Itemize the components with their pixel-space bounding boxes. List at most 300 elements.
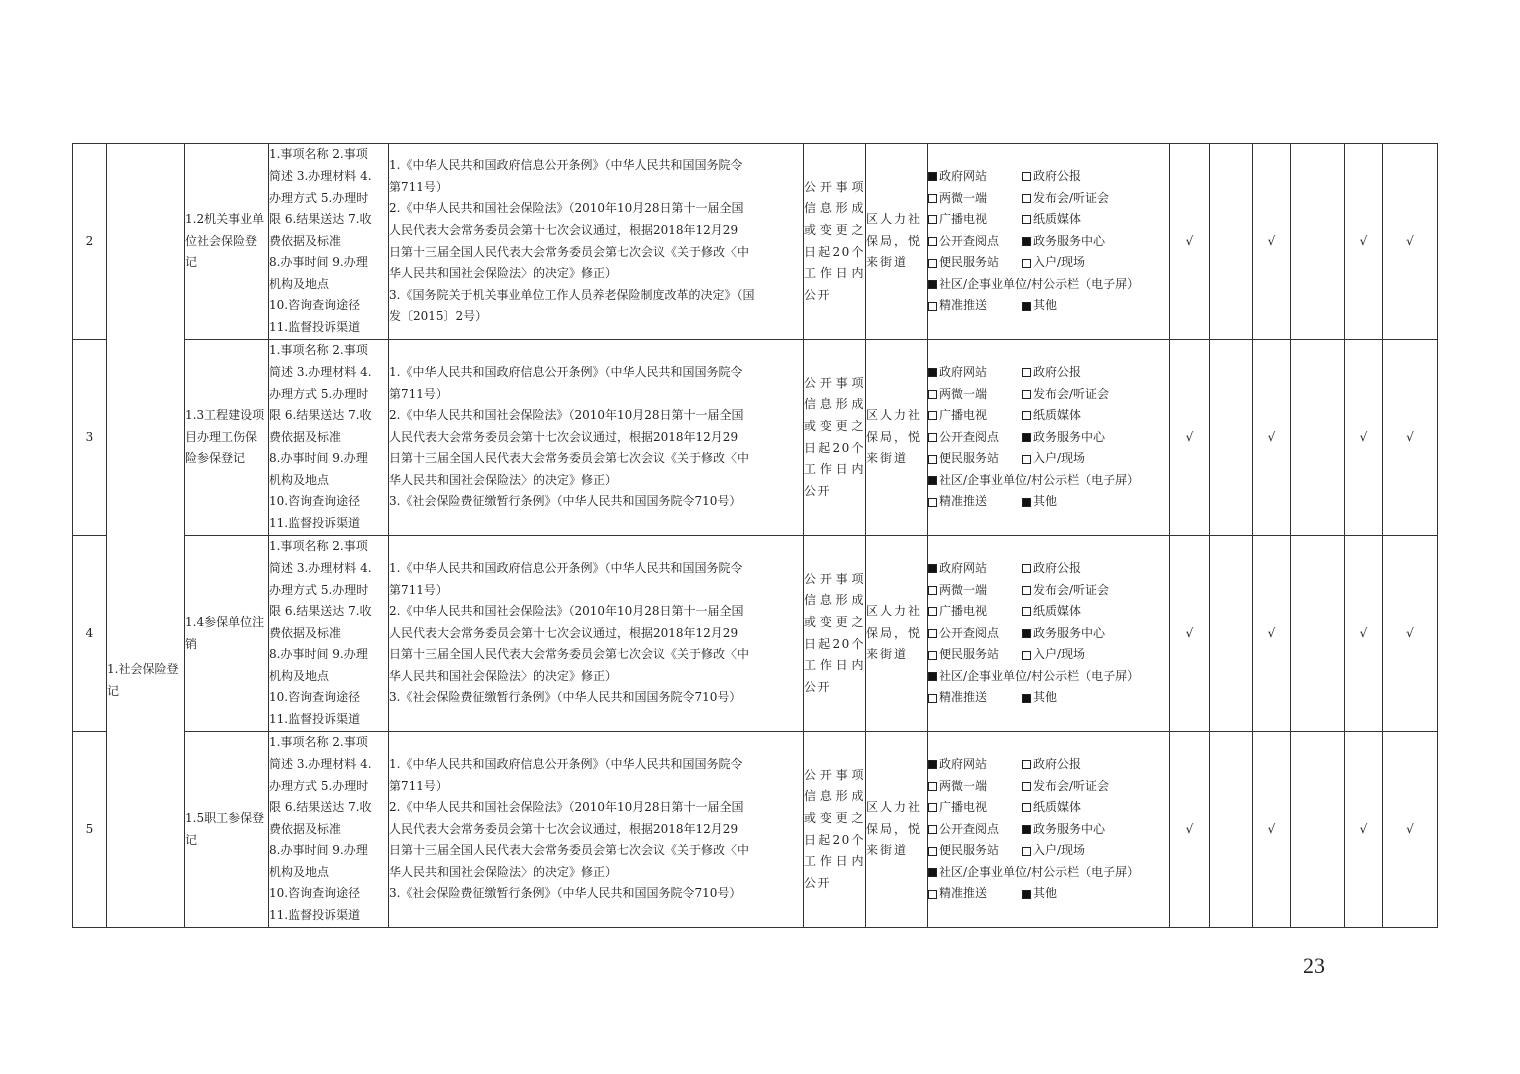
channel-option	[928, 797, 1022, 819]
channel-option	[928, 687, 1022, 709]
channel-option	[928, 819, 1022, 841]
channel-row	[928, 405, 1169, 427]
channel-row	[928, 797, 1169, 819]
channel-label: 两微一端	[939, 582, 988, 597]
channel-label: 政务服务中心	[1033, 821, 1106, 836]
basis-line: 2.《中华人民共和国社会保险法》（2010年10月28日第十一届全国	[389, 604, 744, 619]
basis-line: 人民代表大会常务委员会第十七次会议通过，根据2018年12月29	[389, 625, 739, 640]
unchecked-box-icon	[1022, 651, 1031, 660]
content-line: 8.办事时间 9.办理	[269, 255, 368, 270]
channel-option	[1022, 776, 1109, 798]
channel-option	[928, 623, 1022, 645]
channel-row	[928, 862, 1169, 884]
channel-option	[1022, 754, 1081, 776]
unchecked-box-icon	[928, 607, 937, 616]
channel-row	[928, 687, 1169, 709]
channel-row	[928, 448, 1169, 470]
channel-option	[1022, 166, 1081, 188]
disclosure-channels	[928, 340, 1170, 536]
disclosure-content-cell	[269, 340, 389, 536]
checked-box-icon	[928, 476, 937, 485]
channel-row	[928, 295, 1169, 317]
content-line: 机构及地点	[269, 864, 330, 879]
unchecked-box-icon	[928, 694, 937, 703]
channel-row	[928, 470, 1169, 492]
channel-label: 两微一端	[939, 778, 988, 793]
content-line: 限 6.结果送达 7.收	[269, 800, 372, 815]
check-mark	[1291, 340, 1345, 536]
content-line: 简述 3.办理材料 4.	[269, 560, 372, 575]
unchecked-box-icon	[928, 259, 937, 268]
channel-label: 政府公报	[1033, 364, 1082, 379]
channel-option	[928, 644, 1022, 666]
basis-line: 第711号）	[389, 582, 448, 597]
legal-basis-cell	[389, 340, 804, 536]
content-line: 1.事项名称 2.事项	[269, 539, 368, 554]
channel-row	[928, 558, 1169, 580]
channel-option	[1022, 295, 1057, 317]
channel-label: 发布会/听证会	[1033, 386, 1110, 401]
basis-line: 日第十三届全国人民代表大会常务委员会第七次会议《关于修改〈中	[389, 244, 750, 259]
content-line: 1.事项名称 2.事项	[269, 735, 368, 750]
content-line: 11.监督投诉渠道	[269, 908, 361, 923]
content-line: 简述 3.办理材料 4.	[269, 756, 372, 771]
channel-label: 纸质媒体	[1033, 408, 1082, 423]
table-row	[73, 732, 1438, 928]
checked-box-icon	[928, 280, 937, 289]
unchecked-box-icon	[1022, 607, 1031, 616]
content-line: 机构及地点	[269, 276, 330, 291]
unchecked-box-icon	[928, 455, 937, 464]
channel-label: 入户/现场	[1033, 647, 1086, 662]
channel-option	[1022, 491, 1057, 513]
check-mark: √	[1170, 732, 1210, 928]
channel-row	[928, 427, 1169, 449]
row-number: 2	[73, 144, 107, 340]
content-line: 费依据及标准	[269, 625, 342, 640]
content-line: 办理方式 5.办理时	[269, 190, 369, 205]
content-line: 费依据及标准	[269, 429, 342, 444]
channel-label: 公开查阅点	[939, 429, 1000, 444]
check-mark: √	[1170, 144, 1210, 340]
checked-box-icon	[928, 172, 937, 181]
basis-line: 人民代表大会常务委员会第十七次会议通过，根据2018年12月29	[389, 821, 739, 836]
content-line: 8.办事时间 9.办理	[269, 843, 368, 858]
table-row	[73, 144, 1438, 340]
channel-option	[1022, 188, 1109, 210]
unchecked-box-icon	[928, 782, 937, 791]
unchecked-box-icon	[928, 194, 937, 203]
content-line: 11.监督投诉渠道	[269, 712, 361, 727]
content-line: 费依据及标准	[269, 233, 342, 248]
channel-row	[928, 644, 1169, 666]
unchecked-box-icon	[1022, 803, 1031, 812]
channel-label: 政府公报	[1033, 756, 1082, 771]
channel-option	[928, 188, 1022, 210]
channel-label: 便民服务站	[939, 647, 1000, 662]
channel-row	[928, 188, 1169, 210]
row-number: 3	[73, 340, 107, 536]
channel-option	[1022, 405, 1081, 427]
channel-label: 便民服务站	[939, 843, 1000, 858]
channel-option	[928, 840, 1022, 862]
channel-option	[928, 274, 1139, 296]
legal-basis-cell	[389, 536, 804, 732]
content-line: 限 6.结果送达 7.收	[269, 408, 372, 423]
channel-row	[928, 384, 1169, 406]
channel-label: 纸质媒体	[1033, 212, 1082, 227]
channel-option	[1022, 883, 1057, 905]
channel-label: 广播电视	[939, 604, 988, 619]
unchecked-box-icon	[1022, 411, 1031, 420]
legal-basis-cell	[389, 144, 804, 340]
content-line: 1.事项名称 2.事项	[269, 147, 368, 162]
unchecked-box-icon	[928, 390, 937, 399]
channel-option	[1022, 252, 1085, 274]
channel-option	[928, 231, 1022, 253]
unchecked-box-icon	[1022, 455, 1031, 464]
unchecked-box-icon	[1022, 390, 1031, 399]
channel-row	[928, 819, 1169, 841]
channel-row	[928, 231, 1169, 253]
disclosure-subject: 区人力社保局，悦来街道	[866, 536, 928, 732]
check-mark: √	[1383, 536, 1438, 732]
channel-label: 精准推送	[939, 494, 988, 509]
content-line: 办理方式 5.办理时	[269, 582, 369, 597]
check-mark: √	[1253, 536, 1291, 732]
channel-option	[928, 252, 1022, 274]
channel-label: 广播电视	[939, 408, 988, 423]
unchecked-box-icon	[1022, 215, 1031, 224]
basis-line: 3.《国务院关于机关事业单位工作人员养老保险制度改革的决定》（国	[389, 287, 755, 302]
check-mark: √	[1253, 732, 1291, 928]
unchecked-box-icon	[928, 411, 937, 420]
channel-label: 政务服务中心	[1033, 429, 1106, 444]
basis-line: 华人民共和国社会保险法〉的决定》修正）	[389, 472, 618, 487]
unchecked-box-icon	[1022, 172, 1031, 181]
content-line: 11.监督投诉渠道	[269, 516, 361, 531]
channel-row	[928, 252, 1169, 274]
content-line: 10.咨询查询途径	[269, 690, 361, 705]
row-number: 5	[73, 732, 107, 928]
channel-label: 两微一端	[939, 190, 988, 205]
channel-label: 政务服务中心	[1033, 233, 1106, 248]
content-line: 10.咨询查询途径	[269, 494, 361, 509]
disclosure-time: 公开事项信息形成或变更之日起20个工作日内公开	[804, 340, 866, 536]
channel-row	[928, 580, 1169, 602]
row-number: 4	[73, 536, 107, 732]
channel-label: 政府公报	[1033, 560, 1082, 575]
channel-label: 纸质媒体	[1033, 604, 1082, 619]
channel-label: 精准推送	[939, 298, 988, 313]
channel-option	[928, 427, 1022, 449]
check-mark: √	[1383, 732, 1438, 928]
unchecked-box-icon	[1022, 760, 1031, 769]
channel-row	[928, 274, 1169, 296]
disclosure-channels	[928, 144, 1170, 340]
content-line: 10.咨询查询途径	[269, 886, 361, 901]
channel-option	[928, 558, 1022, 580]
channel-label: 入户/现场	[1033, 451, 1086, 466]
table-row	[73, 536, 1438, 732]
disclosure-time: 公开事项信息形成或变更之日起20个工作日内公开	[804, 732, 866, 928]
channel-label: 公开查阅点	[939, 821, 1000, 836]
disclosure-subject: 区人力社保局，悦来街道	[866, 144, 928, 340]
channel-option	[928, 883, 1022, 905]
unchecked-box-icon	[1022, 586, 1031, 595]
check-mark	[1291, 144, 1345, 340]
basis-line: 发〔2015〕2号）	[389, 309, 488, 324]
channel-label: 发布会/听证会	[1033, 190, 1110, 205]
check-mark: √	[1253, 340, 1291, 536]
checked-box-icon	[1022, 237, 1031, 246]
channel-label: 其他	[1033, 494, 1058, 509]
basis-line: 人民代表大会常务委员会第十七次会议通过，根据2018年12月29	[389, 429, 739, 444]
channel-label: 社区/企事业单位/村公示栏（电子屏）	[939, 668, 1140, 683]
check-mark: √	[1170, 340, 1210, 536]
channel-row	[928, 362, 1169, 384]
channel-label: 政府网站	[939, 168, 988, 183]
channel-label: 广播电视	[939, 800, 988, 815]
checked-box-icon	[928, 368, 937, 377]
channel-option	[1022, 362, 1081, 384]
channel-label: 社区/企事业单位/村公示栏（电子屏）	[939, 864, 1140, 879]
channel-label: 公开查阅点	[939, 625, 1000, 640]
basis-line: 2.《中华人民共和国社会保险法》（2010年10月28日第十一届全国	[389, 800, 744, 815]
unchecked-box-icon	[928, 498, 937, 507]
channel-option	[1022, 427, 1105, 449]
channel-row	[928, 754, 1169, 776]
channel-option	[1022, 644, 1085, 666]
item-name: 1.5职工参保登记	[185, 732, 269, 928]
channel-option	[928, 209, 1022, 231]
check-mark: √	[1383, 340, 1438, 536]
basis-line: 1.《中华人民共和国政府信息公开条例》（中华人民共和国国务院令	[389, 364, 743, 379]
category-label: 1.社会保险登记	[107, 661, 179, 698]
channel-label: 发布会/听证会	[1033, 582, 1110, 597]
channel-option	[928, 491, 1022, 513]
channel-label: 社区/企事业单位/村公示栏（电子屏）	[939, 472, 1140, 487]
channel-option	[928, 405, 1022, 427]
unchecked-box-icon	[1022, 259, 1031, 268]
check-mark: √	[1345, 340, 1383, 536]
unchecked-box-icon	[928, 847, 937, 856]
content-line: 办理方式 5.办理时	[269, 386, 369, 401]
channel-label: 便民服务站	[939, 255, 1000, 270]
basis-line: 人民代表大会常务委员会第十七次会议通过，根据2018年12月29	[389, 222, 739, 237]
channel-label: 政府网站	[939, 756, 988, 771]
basis-line: 华人民共和国社会保险法〉的决定》修正）	[389, 864, 618, 879]
category-cell	[107, 144, 185, 928]
channel-option	[1022, 231, 1105, 253]
channel-label: 政府网站	[939, 560, 988, 575]
channel-option	[1022, 384, 1109, 406]
content-line: 机构及地点	[269, 472, 330, 487]
channel-label: 便民服务站	[939, 451, 1000, 466]
check-mark: √	[1253, 144, 1291, 340]
channel-label: 其他	[1033, 298, 1058, 313]
channel-row	[928, 601, 1169, 623]
channel-option	[1022, 558, 1081, 580]
basis-line: 华人民共和国社会保险法〉的决定》修正）	[389, 266, 618, 281]
channel-option	[1022, 687, 1057, 709]
check-mark	[1210, 732, 1253, 928]
check-mark	[1291, 536, 1345, 732]
basis-line: 日第十三届全国人民代表大会常务委员会第七次会议《关于修改〈中	[389, 647, 750, 662]
channel-option	[1022, 209, 1081, 231]
disclosure-content-cell	[269, 144, 389, 340]
content-line: 机构及地点	[269, 668, 330, 683]
content-line: 简述 3.办理材料 4.	[269, 168, 372, 183]
channel-row	[928, 776, 1169, 798]
channel-option	[1022, 840, 1085, 862]
channel-row	[928, 883, 1169, 905]
basis-line: 1.《中华人民共和国政府信息公开条例》（中华人民共和国国务院令	[389, 560, 743, 575]
channel-option	[1022, 448, 1085, 470]
table-row	[73, 340, 1438, 536]
channel-option	[928, 295, 1022, 317]
content-line: 限 6.结果送达 7.收	[269, 604, 372, 619]
basis-line: 3.《社会保险费征缴暂行条例》（中华人民共和国国务院令710号）	[389, 494, 742, 509]
channel-option	[928, 862, 1139, 884]
channel-label: 社区/企事业单位/村公示栏（电子屏）	[939, 276, 1140, 291]
unchecked-box-icon	[1022, 847, 1031, 856]
channel-label: 发布会/听证会	[1033, 778, 1110, 793]
checked-box-icon	[1022, 629, 1031, 638]
channel-option	[928, 580, 1022, 602]
channel-row	[928, 166, 1169, 188]
unchecked-box-icon	[1022, 368, 1031, 377]
item-name: 1.2机关事业单位社会保险登记	[185, 144, 269, 340]
disclosure-subject: 区人力社保局，悦来街道	[866, 732, 928, 928]
unchecked-box-icon	[928, 803, 937, 812]
unchecked-box-icon	[1022, 194, 1031, 203]
check-mark: √	[1170, 536, 1210, 732]
check-mark	[1291, 732, 1345, 928]
channel-option	[1022, 797, 1081, 819]
channel-label: 其他	[1033, 886, 1058, 901]
channel-row	[928, 840, 1169, 862]
content-line: 8.办事时间 9.办理	[269, 451, 368, 466]
disclosure-content-cell	[269, 732, 389, 928]
channel-option	[1022, 819, 1105, 841]
channel-label: 其他	[1033, 690, 1058, 705]
basis-line: 2.《中华人民共和国社会保险法》（2010年10月28日第十一届全国	[389, 408, 744, 423]
channel-option	[928, 384, 1022, 406]
disclosure-time: 公开事项信息形成或变更之日起20个工作日内公开	[804, 536, 866, 732]
disclosure-time: 公开事项信息形成或变更之日起20个工作日内公开	[804, 144, 866, 340]
channel-label: 政府网站	[939, 364, 988, 379]
content-line: 简述 3.办理材料 4.	[269, 364, 372, 379]
basis-line: 1.《中华人民共和国政府信息公开条例》（中华人民共和国国务院令	[389, 756, 743, 771]
check-mark	[1210, 144, 1253, 340]
channel-option	[928, 754, 1022, 776]
check-mark: √	[1383, 144, 1438, 340]
channel-label: 两微一端	[939, 386, 988, 401]
unchecked-box-icon	[1022, 782, 1031, 791]
channel-row	[928, 666, 1169, 688]
channel-label: 入户/现场	[1033, 255, 1086, 270]
content-line: 10.咨询查询途径	[269, 298, 361, 313]
content-line: 1.事项名称 2.事项	[269, 343, 368, 358]
basis-line: 3.《社会保险费征缴暂行条例》（中华人民共和国国务院令710号）	[389, 886, 742, 901]
content-line: 11.监督投诉渠道	[269, 320, 361, 335]
basis-line: 2.《中华人民共和国社会保险法》（2010年10月28日第十一届全国	[389, 201, 744, 216]
checked-box-icon	[1022, 302, 1031, 311]
check-mark	[1210, 536, 1253, 732]
disclosure-channels	[928, 536, 1170, 732]
page-number: 23	[1303, 953, 1325, 978]
channel-label: 政务服务中心	[1033, 625, 1106, 640]
check-mark: √	[1345, 144, 1383, 340]
unchecked-box-icon	[1022, 564, 1031, 573]
legal-basis-cell	[389, 732, 804, 928]
basis-line: 3.《社会保险费征缴暂行条例》（中华人民共和国国务院令710号）	[389, 690, 742, 705]
channel-label: 政府公报	[1033, 168, 1082, 183]
basis-line: 第711号）	[389, 778, 448, 793]
content-line: 办理方式 5.办理时	[269, 778, 369, 793]
channel-option	[928, 666, 1139, 688]
checked-box-icon	[928, 760, 937, 769]
checked-box-icon	[1022, 694, 1031, 703]
check-mark	[1210, 340, 1253, 536]
channel-label: 广播电视	[939, 212, 988, 227]
checked-box-icon	[928, 564, 937, 573]
basis-line: 日第十三届全国人民代表大会常务委员会第七次会议《关于修改〈中	[389, 843, 750, 858]
channel-option	[928, 470, 1139, 492]
item-name: 1.4参保单位注销	[185, 536, 269, 732]
channel-label: 公开查阅点	[939, 233, 1000, 248]
basis-line: 日第十三届全国人民代表大会常务委员会第七次会议《关于修改〈中	[389, 451, 750, 466]
unchecked-box-icon	[928, 586, 937, 595]
unchecked-box-icon	[928, 825, 937, 834]
checked-box-icon	[1022, 498, 1031, 507]
basis-line: 华人民共和国社会保险法〉的决定》修正）	[389, 668, 618, 683]
content-line: 限 6.结果送达 7.收	[269, 212, 372, 227]
checked-box-icon	[1022, 825, 1031, 834]
content-line: 8.办事时间 9.办理	[269, 647, 368, 662]
channel-row	[928, 209, 1169, 231]
unchecked-box-icon	[928, 237, 937, 246]
channel-label: 精准推送	[939, 690, 988, 705]
item-name: 1.3工程建设项目办理工伤保险参保登记	[185, 340, 269, 536]
check-mark: √	[1345, 732, 1383, 928]
channel-option	[928, 448, 1022, 470]
disclosure-table	[72, 143, 1438, 928]
channel-row	[928, 491, 1169, 513]
checked-box-icon	[1022, 433, 1031, 442]
channel-label: 纸质媒体	[1033, 800, 1082, 815]
checked-box-icon	[1022, 890, 1031, 899]
basis-line: 第711号）	[389, 179, 448, 194]
content-line: 费依据及标准	[269, 821, 342, 836]
channel-option	[1022, 580, 1109, 602]
checked-box-icon	[928, 868, 937, 877]
channel-row	[928, 623, 1169, 645]
unchecked-box-icon	[928, 629, 937, 638]
disclosure-content-cell	[269, 536, 389, 732]
channel-label: 精准推送	[939, 886, 988, 901]
checked-box-icon	[928, 672, 937, 681]
channel-label: 入户/现场	[1033, 843, 1086, 858]
basis-line: 1.《中华人民共和国政府信息公开条例》（中华人民共和国国务院令	[389, 158, 743, 173]
unchecked-box-icon	[928, 302, 937, 311]
channel-option	[1022, 623, 1105, 645]
basis-line: 第711号）	[389, 386, 448, 401]
check-mark: √	[1345, 536, 1383, 732]
channel-option	[1022, 601, 1081, 623]
disclosure-channels	[928, 732, 1170, 928]
